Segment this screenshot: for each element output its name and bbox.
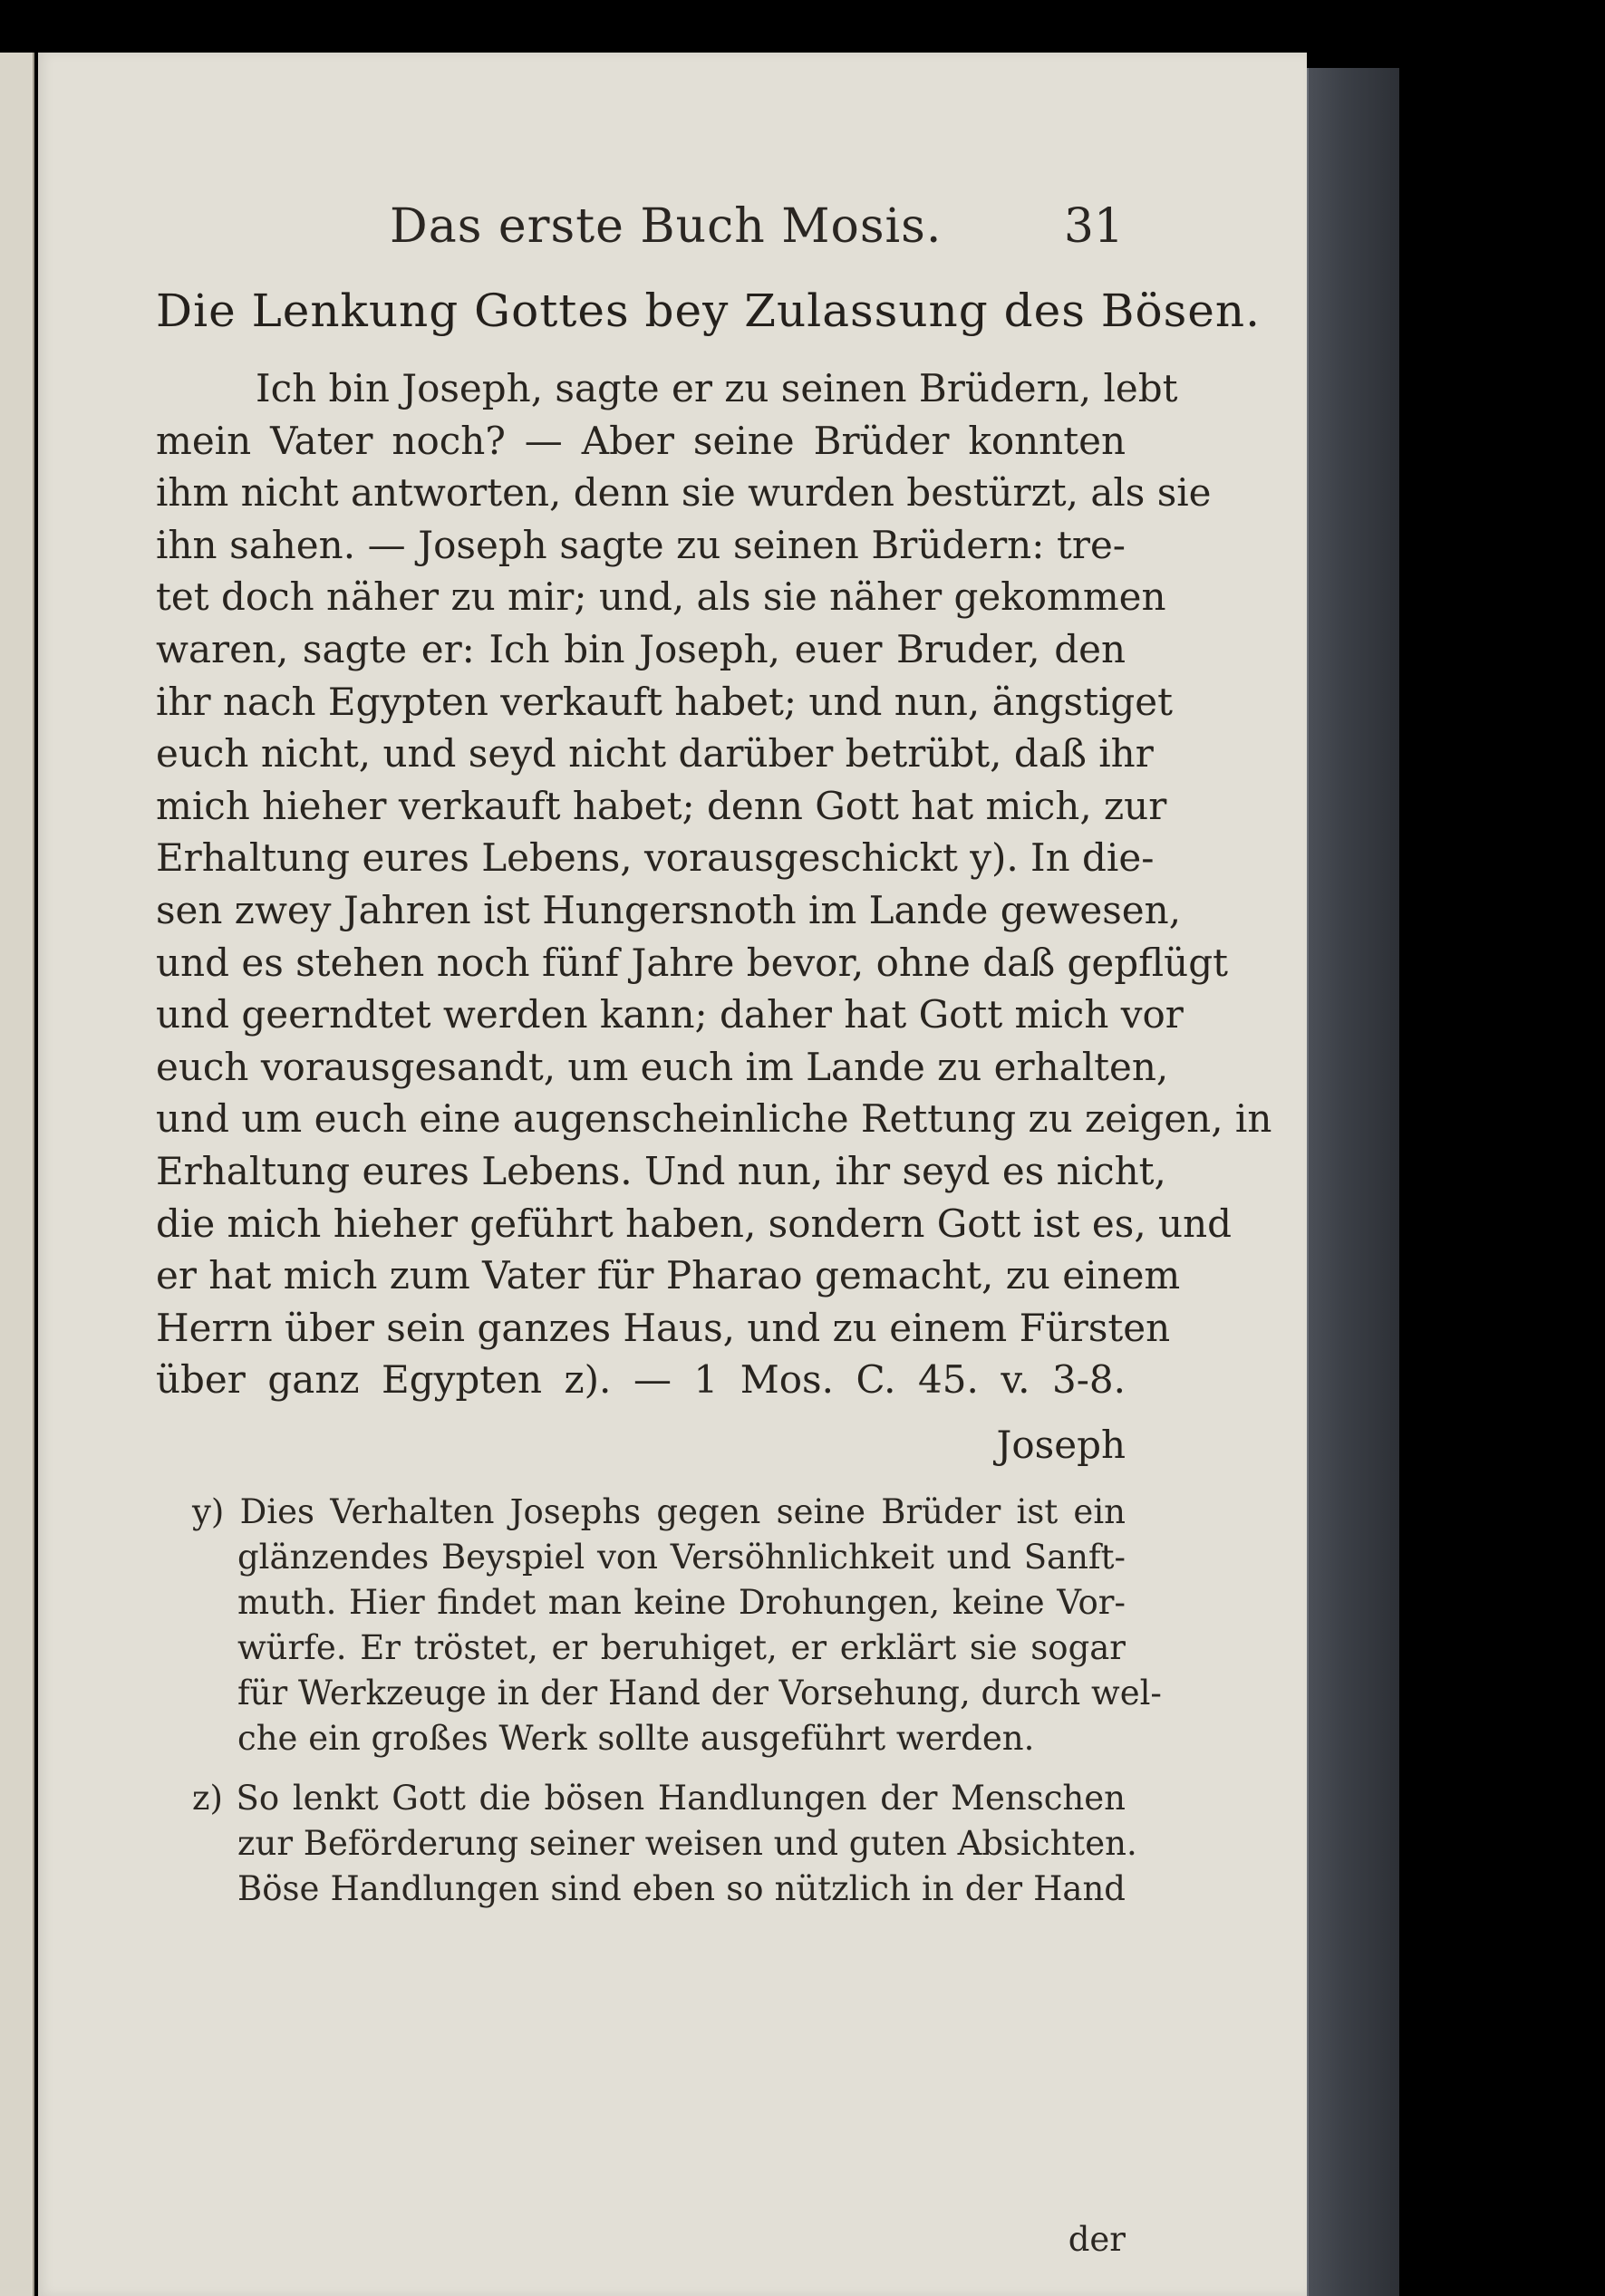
book-cover-edge [1307,68,1399,2296]
footnote-line: z) So lenkt Gott die bösen Handlungen der Menschen [192,1779,1126,1818]
footnote-catchword: der [1068,2220,1126,2259]
page-header [118,199,1124,254]
body-line: Herrn über sein ganzes Haus, und zu einem Fürsten [156,1305,1171,1350]
body-line: ihn sahen. — Joseph sagte zu seinen Brüdern: tre- [156,522,1126,567]
body-line: Ich bin Joseph, sagte er zu seinen Brüdern, lebt [256,366,1178,410]
footnote-line: muth. Hier findet man keine Drohungen, keine Vor- [237,1583,1126,1622]
footnote-line: glänzendes Beyspiel von Versöhnlichkeit und Sanft- [237,1538,1126,1577]
body-line: waren, sagte er: Ich bin Joseph, euer Bruder, den [156,626,1126,671]
footnote-line: zur Beförderung seiner weisen und guten Absichten. [237,1824,1137,1863]
body-line: euch vorausgesandt, um euch im Lande zu erhalten, [156,1044,1169,1089]
running-head: Das erste Buch Mosis. [390,199,943,254]
footnote-line: würfe. Er tröstet, er beruhiget, er erklärt sie sogar [237,1628,1126,1667]
body-line: tet doch näher zu mir; und, als sie näher gekommen [156,574,1166,620]
body-text [156,362,1272,1406]
footnote-line: y) Dies Verhalten Josephs gegen seine Brüder ist ein [192,1492,1126,1531]
facing-page-edge [0,53,34,2296]
catchword: Joseph [996,1423,1126,1467]
body-line: sen zwey Jahren ist Hungersnoth im Lande gewesen, [156,887,1182,932]
body-line: Erhaltung eures Lebens, vorausgeschickt y). In die- [156,835,1155,881]
body-line: und es stehen noch fünf Jahre bevor, ohne daß gepflügt [156,940,1228,985]
page-number: 31 [1063,199,1124,254]
footnote-line: für Werkzeuge in der Hand der Vorsehung, durch wel- [237,1674,1162,1712]
body-line: mich hieher verkauft habet; denn Gott hat mich, zur [156,783,1167,828]
body-line: euch nicht, und seyd nicht darüber betrübt, daß ihr [156,731,1154,777]
body-line: ihm nicht antworten, denn sie wurden bestürzt, als sie [156,470,1212,516]
footnote-line: che ein großes Werk sollte ausgeführt werden. [237,1719,1035,1758]
body-line: und geerndtet werden kann; daher hat Gott mich vor [156,992,1184,1037]
footnote-line: Böse Handlungen sind eben so nützlich in der Hand [237,1869,1126,1908]
body-line: über ganz Egypten z). — 1 Mos. C. 45. v. 3-8. [156,1357,1126,1403]
body-line: er hat mich zum Vater für Pharao gemacht, zu einem [156,1253,1181,1298]
body-line: und um euch eine augenscheinliche Rettung zu zeigen, in [156,1096,1272,1142]
body-line: Erhaltung eures Lebens. Und nun, ihr seyd es nicht, [156,1148,1166,1193]
section-title: Die Lenkung Gottes bey Zulassung des Bösen. [156,285,1261,337]
body-line: ihr nach Egypten verkauft habet; und nun, ängstiget [156,679,1174,724]
footnotes [192,1490,1162,1912]
body-line: mein Vater noch? — Aber seine Brüder konnten [156,418,1126,463]
body-line: die mich hieher geführt haben, sondern Gott ist es, und [156,1201,1233,1246]
